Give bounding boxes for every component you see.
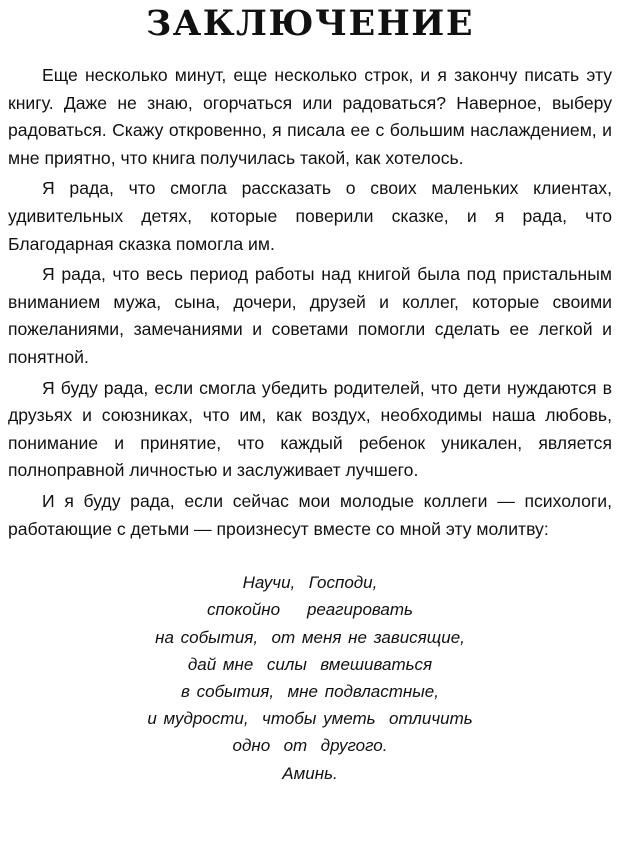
prayer-line: дай мне силы вмешиваться [187, 654, 433, 674]
paragraph: Я буду рада, если смогла убедить родителей, что дети нуждаются в друзьях и союзниках, что им, как воздух, необходимы наша любовь, понимание и принятие, что каждый ребенок уникален, является полноправной личностью и заслуживает лучшего. [8, 377, 612, 481]
paragraph: Еще несколько минут, еще несколько строк, и я закончу писать эту книгу. Даже не знаю, огорчаться или радоваться? Наверное, выберу радоваться. Скажу откровенно, я писала ее с большим наслаждением, и мне приятно, что книга получилась такой, как хотелось. [8, 65, 612, 168]
prayer-line: на события, от меня не зависящие, [155, 627, 465, 647]
paragraph: Я рада, что смогла рассказать о своих маленьких клиентах, удивительных детях, которые поверили сказке, и я рада, что Благодарная сказка помогла им. [8, 178, 612, 254]
paragraph: И я буду рада, если сейчас мои молодые коллеги — психологи, работающие с детьми — произнесут вместе со мной эту молитву: [8, 490, 612, 539]
prayer-line: спокойно реагировать [207, 600, 413, 620]
prayer-verse [8, 569, 612, 787]
body-text [8, 62, 612, 543]
prayer-line: одно от другого. [232, 736, 388, 756]
prayer-line: в события, мне подвластные, [181, 681, 439, 701]
prayer-line: и мудрости, чтобы уметь отличить [147, 709, 473, 729]
chapter-title: ЗАКЛЮЧЕНИЕ [145, 3, 475, 44]
paragraph: Я рада, что весь период работы над книгой была под пристальным вниманием мужа, сына, дочери, друзей и коллег, которые своими пожеланиями, замечаниями и советами помогли сделать ее легкой и понятной. [8, 264, 612, 367]
prayer-line: Научи, Господи, [242, 573, 378, 593]
prayer-line: Аминь. [282, 763, 338, 783]
